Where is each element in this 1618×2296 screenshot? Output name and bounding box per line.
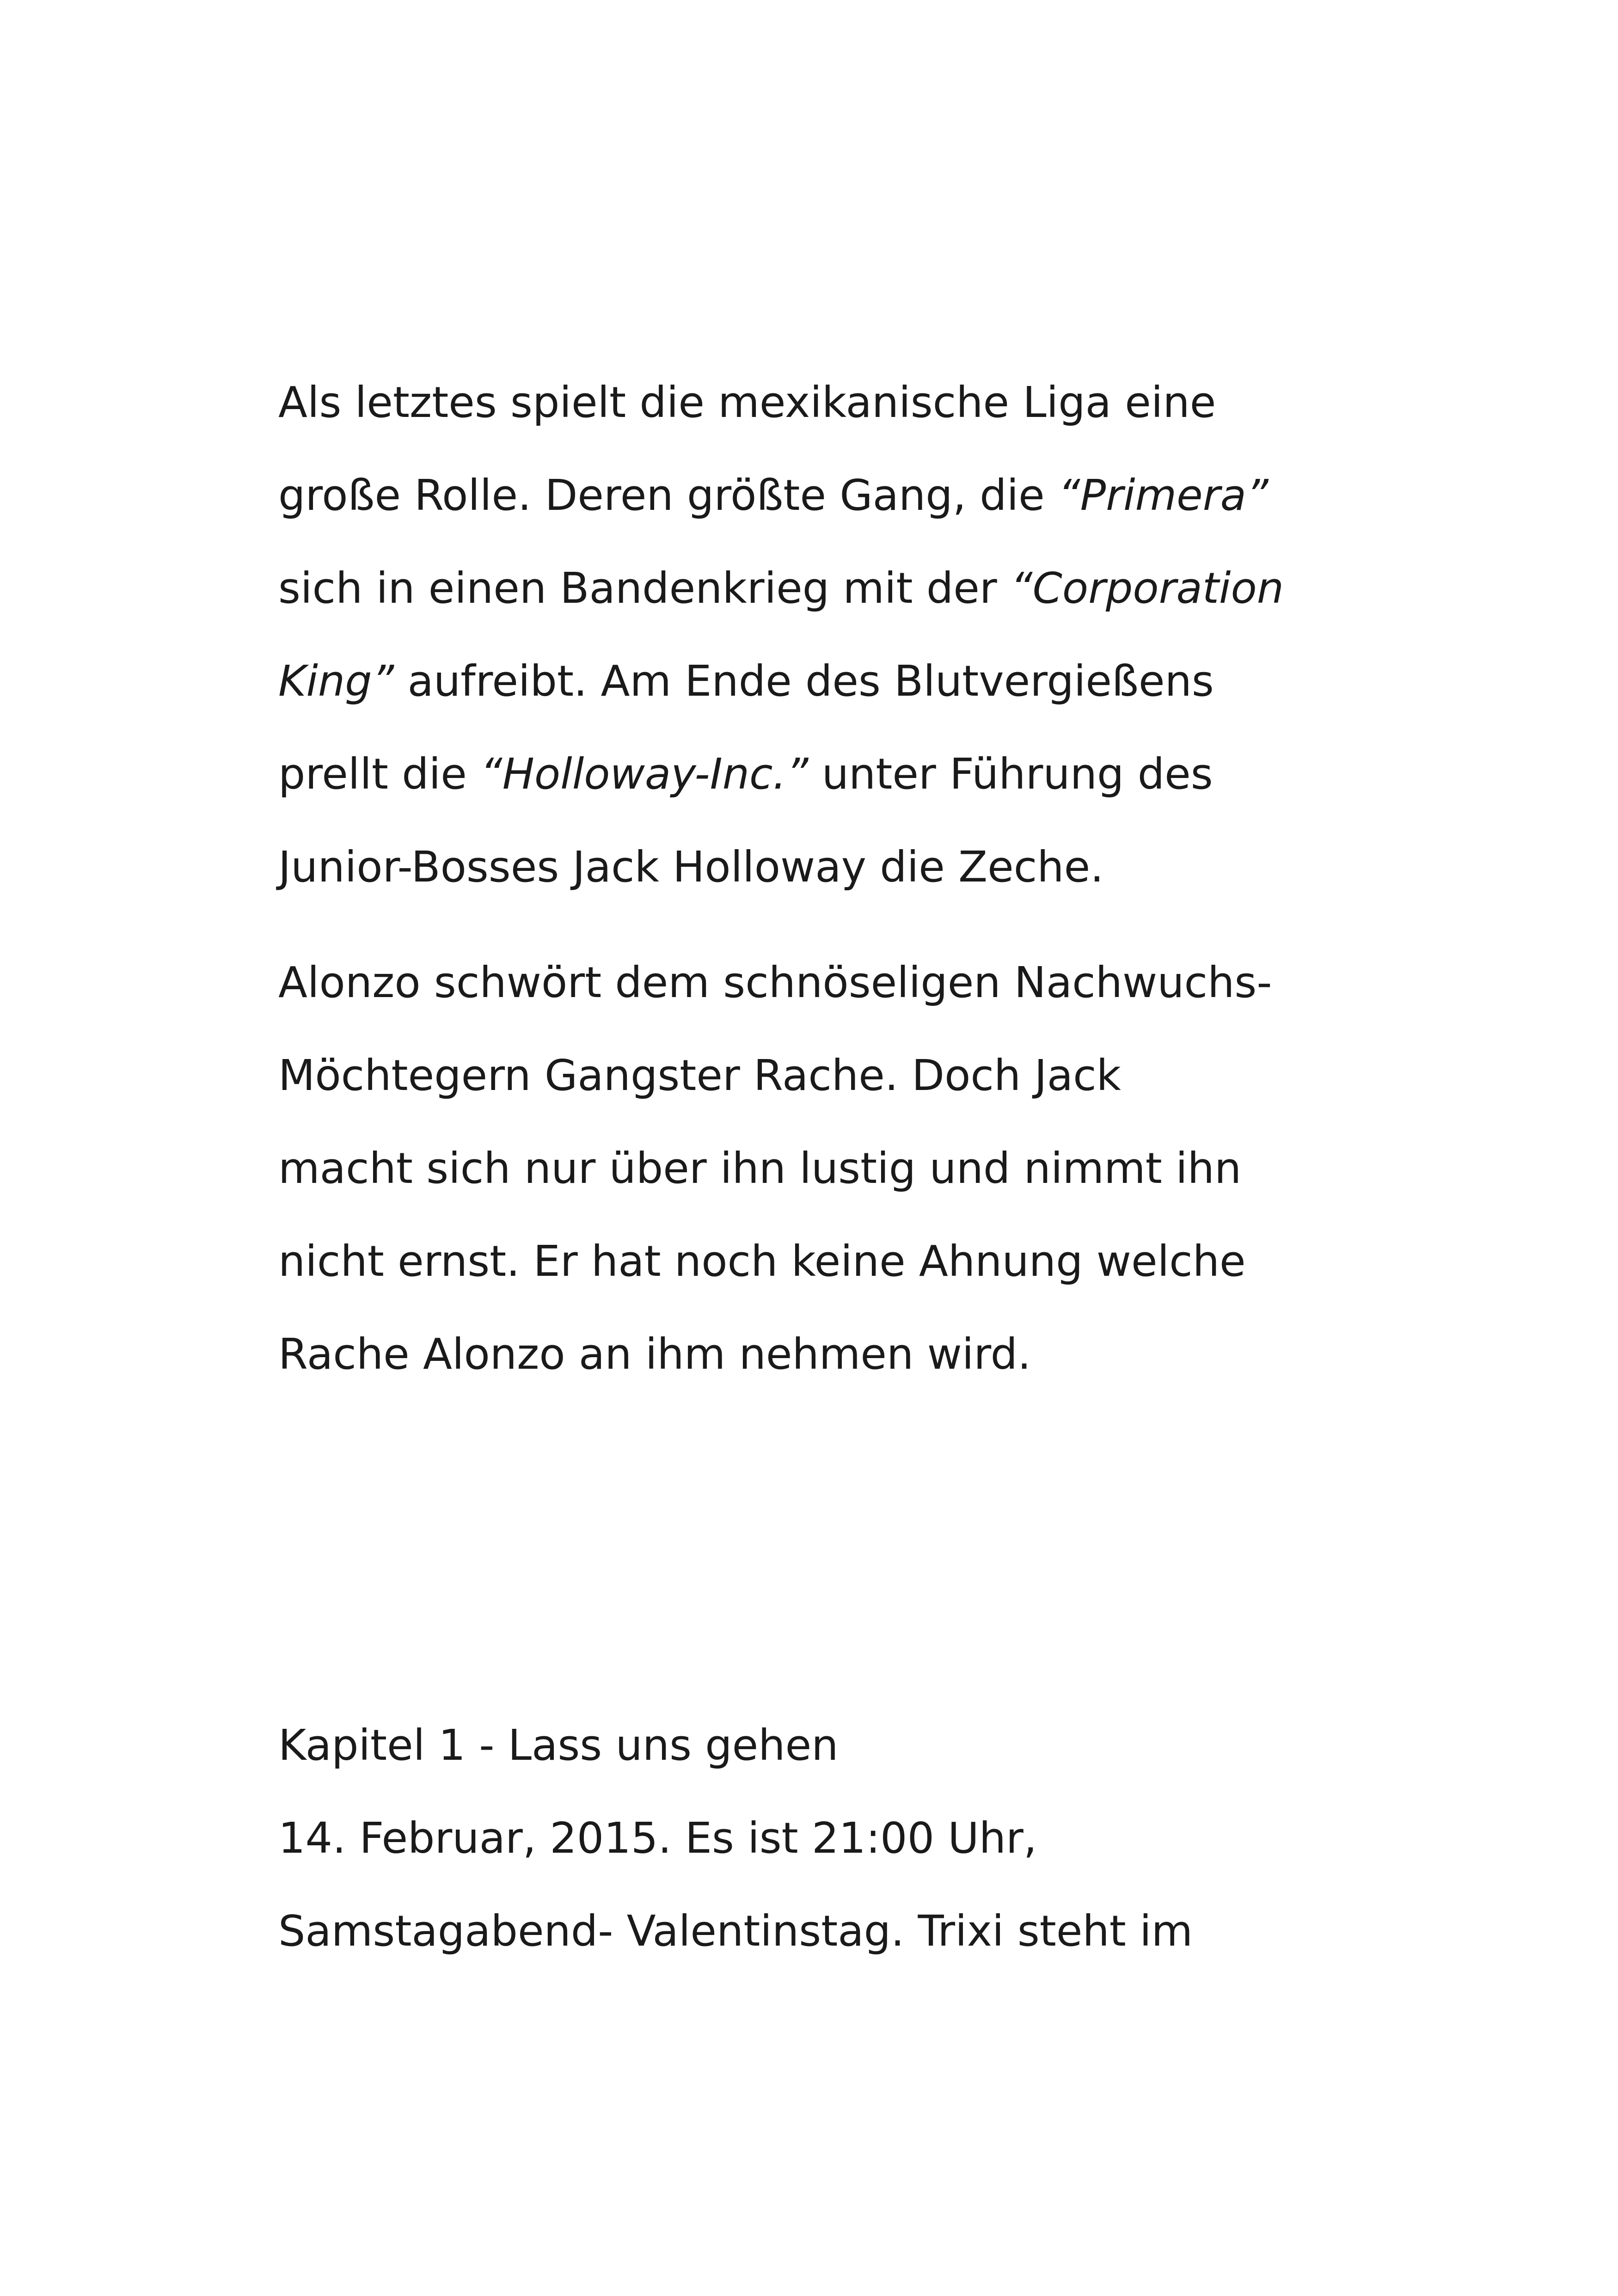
gang-name-primera: “Primera” bbox=[1058, 471, 1269, 520]
text-line: nicht ernst. Er hat noch keine Ahnung welche bbox=[278, 1237, 1246, 1286]
text-line: Als letztes spielt die mexikanische Liga eine bbox=[278, 378, 1216, 427]
text-line: Möchtegern Gangster Rache. Doch Jack bbox=[278, 1051, 1121, 1100]
text-line: Samstagabend- Valentinstag. Trixi steht im bbox=[278, 1906, 1193, 1956]
text-line: Junior-Bosses Jack Holloway die Zeche. bbox=[278, 842, 1104, 892]
text-line: prellt die “Holloway-Inc.” unter Führung des bbox=[278, 749, 1213, 799]
gang-name-holloway: “Holloway-Inc.” bbox=[480, 749, 809, 799]
text-line: Rache Alonzo an ihm nehmen wird. bbox=[278, 1329, 1031, 1379]
paragraph-gang-war bbox=[278, 356, 1425, 913]
gang-name-king: King” bbox=[278, 656, 394, 706]
text-line: 14. Februar, 2015. Es ist 21:00 Uhr, bbox=[278, 1813, 1037, 1863]
text-line: King” aufreibt. Am Ende des Blutvergießens bbox=[278, 656, 1214, 706]
text-line: sich in einen Bandenkrieg mit der “Corporation bbox=[278, 563, 1284, 613]
text-line: große Rolle. Deren größte Gang, die “Primera” bbox=[278, 471, 1269, 520]
text-line: macht sich nur über ihn lustig und nimmt ihn bbox=[278, 1144, 1242, 1193]
text-line: Alonzo schwört dem schnöseligen Nachwuchs- bbox=[278, 958, 1272, 1007]
chapter-section bbox=[278, 1699, 1425, 1978]
gang-name-corporation: “Corporation bbox=[1010, 563, 1284, 613]
chapter-heading: Kapitel 1 - Lass uns gehen bbox=[278, 1720, 839, 1770]
paragraph-revenge bbox=[278, 936, 1425, 1401]
